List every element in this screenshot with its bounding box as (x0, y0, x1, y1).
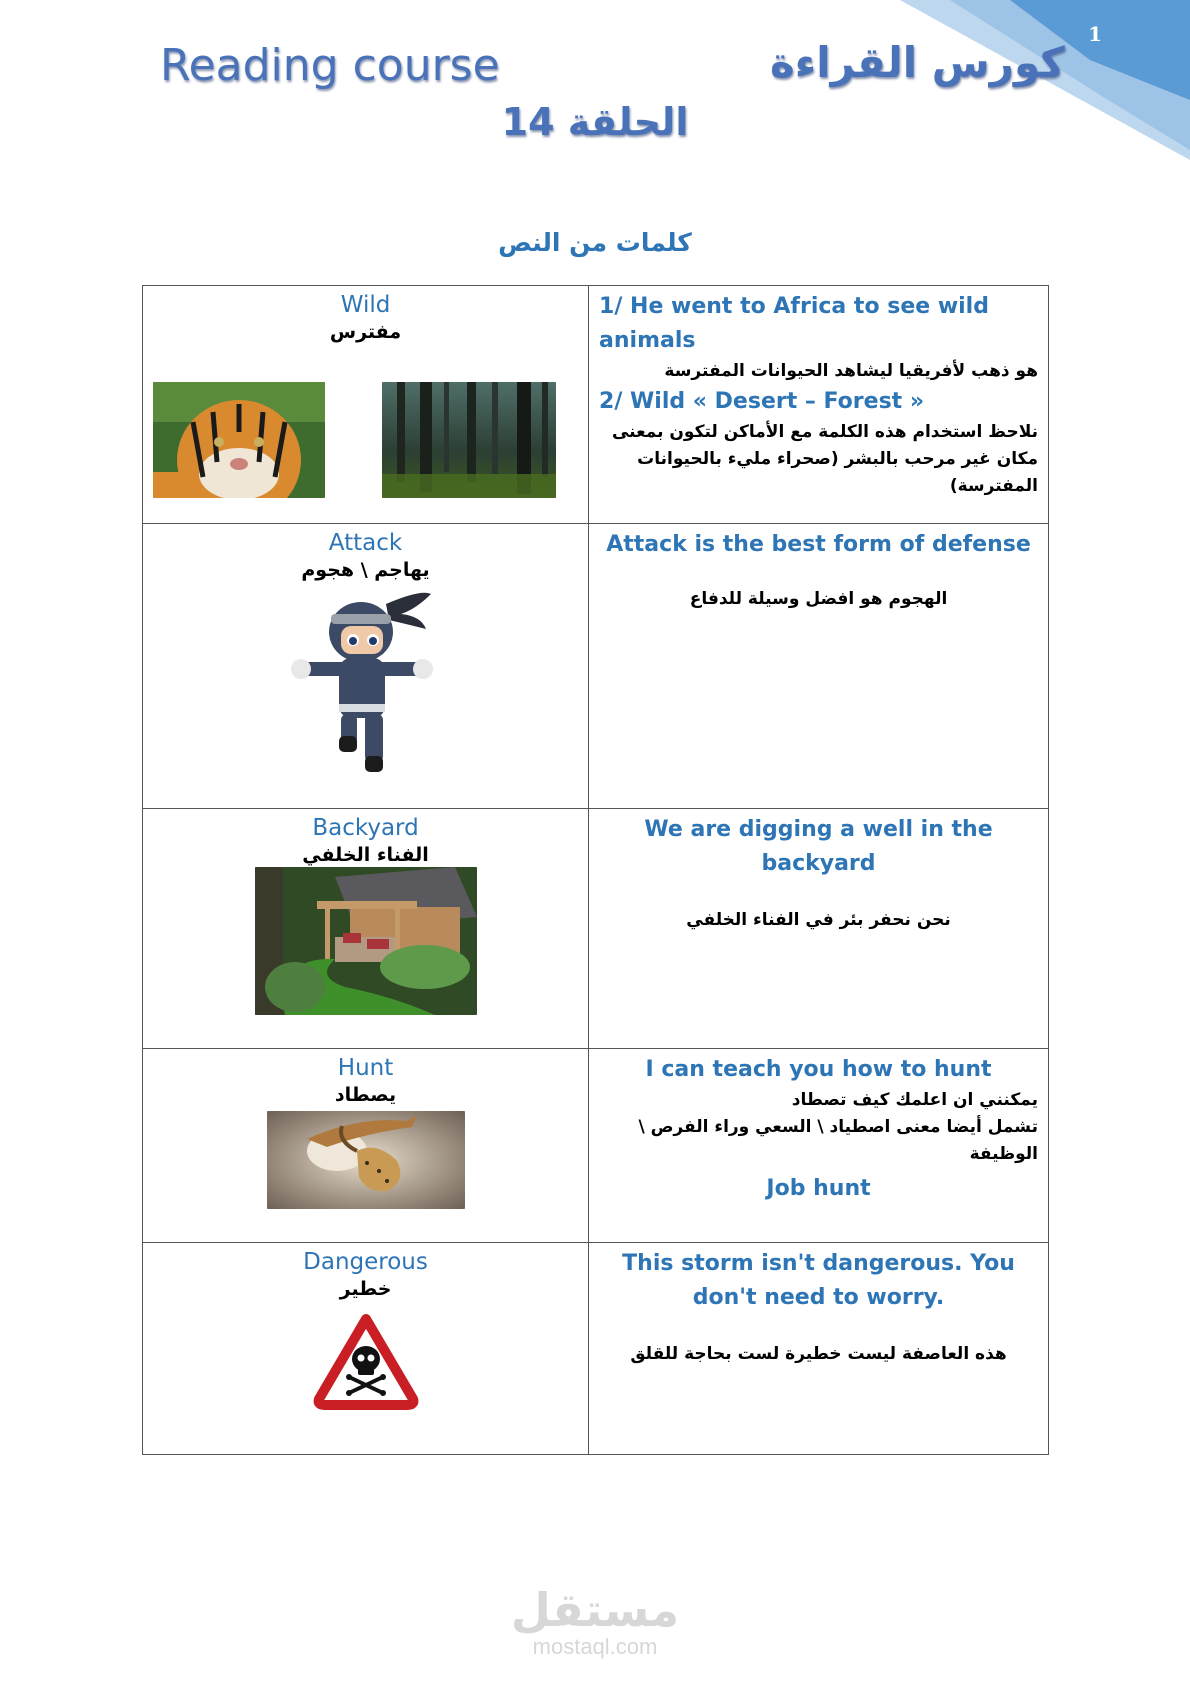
word-english: Dangerous (303, 1249, 428, 1275)
title-arabic: كورس القراءة (770, 38, 1065, 87)
example-cell (589, 1243, 1049, 1455)
table-row (143, 809, 1049, 1049)
table-row (143, 524, 1049, 809)
example-cell (589, 809, 1049, 1049)
ninja-image (281, 584, 451, 774)
word-cell (143, 1243, 589, 1455)
backyard-image (255, 867, 477, 1015)
word-english: Wild (340, 292, 391, 318)
watermark-arabic: مستقل (510, 1583, 680, 1637)
example-arabic: نلاحظ استخدام هذه الكلمة مع الأماكن لتكون بمعنى مكان غير مرحب بالبشر (صحراء مليء بالحيوانات المفترسة) (611, 422, 1038, 496)
cheetah-hunt-image (267, 1111, 465, 1209)
example-arabic: تشمل أيضا معنى اصطياد \ السعي وراء الفرص \ الوظيفة (638, 1117, 1038, 1164)
section-title: كلمات من النص (498, 228, 692, 257)
watermark (0, 1585, 1190, 1659)
table-row (143, 1049, 1049, 1243)
episode-title: الحلقة 14 (501, 100, 689, 144)
example-english: Attack is the best form of defense (606, 532, 1031, 557)
watermark-english: mostaql.com (532, 1634, 658, 1659)
word-arabic: يهاجم \ هجوم (301, 559, 430, 581)
word-arabic: خطير (339, 1278, 392, 1300)
word-cell (143, 809, 589, 1049)
word-english: Backyard (312, 815, 419, 841)
word-arabic: مفترس (329, 321, 402, 343)
vocabulary-table (142, 285, 1049, 1455)
page-number: 1 (1088, 22, 1102, 46)
example-english: I can teach you how to hunt (645, 1057, 992, 1082)
danger-skull-icon (311, 1311, 421, 1411)
word-english: Attack (328, 530, 403, 556)
word-arabic: الفناء الخلفي (302, 844, 429, 866)
table-row (143, 1243, 1049, 1455)
example-cell (589, 1049, 1049, 1243)
tiger-image (153, 382, 325, 498)
example-english: Job hunt (766, 1176, 871, 1201)
example-english: This storm isn't dangerous. You don't need to worry. (622, 1251, 1015, 1310)
word-cell (143, 1049, 589, 1243)
example-english: We are digging a well in the backyard (644, 817, 993, 876)
example-arabic: هذه العاصفة ليست خطيرة لست بحاجة للقلق (630, 1344, 1007, 1364)
example-english: 2/ Wild « Desert – Forest » (599, 389, 925, 414)
word-cell (143, 524, 589, 809)
word-arabic: يصطاد (334, 1084, 397, 1106)
example-arabic: نحن نحفر بئر في الفناء الخلفي (686, 910, 951, 930)
example-arabic: هو ذهب لأفريقيا ليشاهد الحيوانات المفترسة (664, 361, 1038, 381)
example-arabic: يمكنني ان اعلمك كيف تصطاد (791, 1090, 1038, 1110)
example-cell (589, 286, 1049, 524)
title-english: Reading course (160, 40, 500, 91)
forest-image (382, 382, 556, 498)
example-english: 1/ He went to Africa to see wild animals (599, 294, 989, 353)
table-row (143, 286, 1049, 524)
example-cell (589, 524, 1049, 809)
word-cell (143, 286, 589, 524)
word-english: Hunt (337, 1055, 394, 1081)
example-arabic: الهجوم هو افضل وسيلة للدفاع (689, 589, 948, 609)
